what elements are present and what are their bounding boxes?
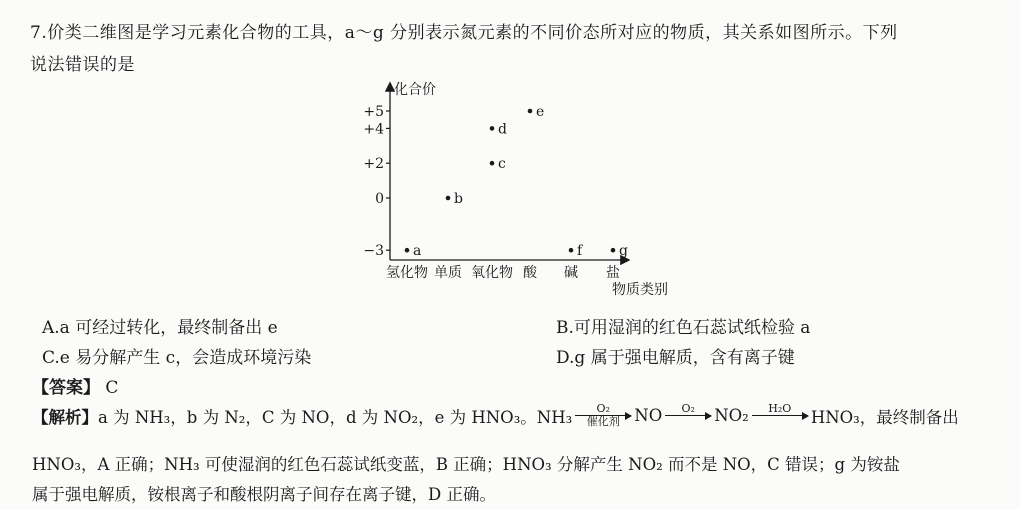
arrow-3 xyxy=(752,403,808,428)
arrow-1-top: O₂ xyxy=(596,402,610,415)
y-tick-label: 0 xyxy=(375,191,384,207)
y-tick-label: −3 xyxy=(363,243,384,260)
product-no2: NO₂ xyxy=(714,406,749,425)
point-label-d: d xyxy=(498,121,507,138)
point-b xyxy=(446,196,451,201)
y-tick-label: +4 xyxy=(363,121,384,138)
option-d: D.g 属于强电解质，含有离子键 xyxy=(556,348,795,368)
product-no: NO xyxy=(634,406,663,425)
point-label-g: g xyxy=(619,243,628,260)
option-c: C.e 易分解产生 c，会造成环境污染 xyxy=(42,348,312,368)
point-label-e: e xyxy=(536,104,545,120)
question-line-2: 说法错误的是 xyxy=(30,55,135,75)
answer-label: 【答案】 xyxy=(32,378,100,398)
point-a xyxy=(405,248,410,253)
chart-svg xyxy=(350,76,690,296)
point-f xyxy=(569,248,574,253)
arrow-3-top: H₂O xyxy=(768,402,792,415)
point-e xyxy=(528,109,533,114)
point-label-c: c xyxy=(498,156,506,173)
point-g xyxy=(611,248,616,253)
explanation-line-1 xyxy=(32,403,959,428)
x-axis-label: 物质类别 xyxy=(612,282,668,298)
y-tick-label: +5 xyxy=(363,104,384,120)
point-c xyxy=(490,161,495,166)
explanation-label: 【解析】 xyxy=(32,407,98,427)
product-hno3: HNO₃，最终制备出 xyxy=(810,407,959,427)
explanation-line-2: HNO₃，A 正确；NH₃ 可使湿润的红色石蕊试纸变蓝，B 正确；HNO₃ 分解产生 NO₂ 而不是 NO，C 错误；g 为铵盐 xyxy=(32,455,900,474)
y-tick-label: +2 xyxy=(363,156,384,173)
point-label-f: f xyxy=(577,243,583,260)
explanation-line-3: 属于强电解质，铵根离子和酸根阴离子间存在离子键，D 正确。 xyxy=(32,485,496,504)
question-line-1: 7.价类二维图是学习元素化合物的工具，a～g 分别表示氮元素的不同价态所对应的物质，其关系如图所示。下列 xyxy=(30,23,898,43)
answer-row xyxy=(32,373,118,398)
arrow-1 xyxy=(575,403,631,428)
x-tick-label: 酸 xyxy=(523,265,537,281)
arrow-1-bottom: 催化剂 xyxy=(586,415,620,428)
y-ticks xyxy=(363,104,390,259)
arrow-2 xyxy=(665,403,711,428)
x-tick-label: 盐 xyxy=(606,265,620,281)
option-a: A.a 可经过转化，最终制备出 e xyxy=(42,318,278,338)
x-tick-label: 单质 xyxy=(434,265,462,281)
x-tick-label: 碱 xyxy=(564,265,578,281)
answer-value: C xyxy=(105,378,119,398)
arrow-2-top: O₂ xyxy=(681,402,695,415)
point-label-a: a xyxy=(413,243,422,260)
y-axis-label: 化合价 xyxy=(394,82,436,98)
point-label-b: b xyxy=(454,191,463,207)
data-points xyxy=(405,104,628,259)
x-ticks xyxy=(386,264,620,281)
valence-class-chart xyxy=(350,76,690,296)
option-b: B.可用湿润的红色石蕊试纸检验 a xyxy=(556,318,811,338)
point-d xyxy=(490,126,495,131)
explanation-intro: a 为 NH₃，b 为 N₂，C 为 NO，d 为 NO₂，e 为 HNO₃。NH₃ xyxy=(98,407,573,427)
x-tick-label: 氧化物 xyxy=(471,265,513,281)
x-tick-label: 氢化物 xyxy=(386,265,428,281)
